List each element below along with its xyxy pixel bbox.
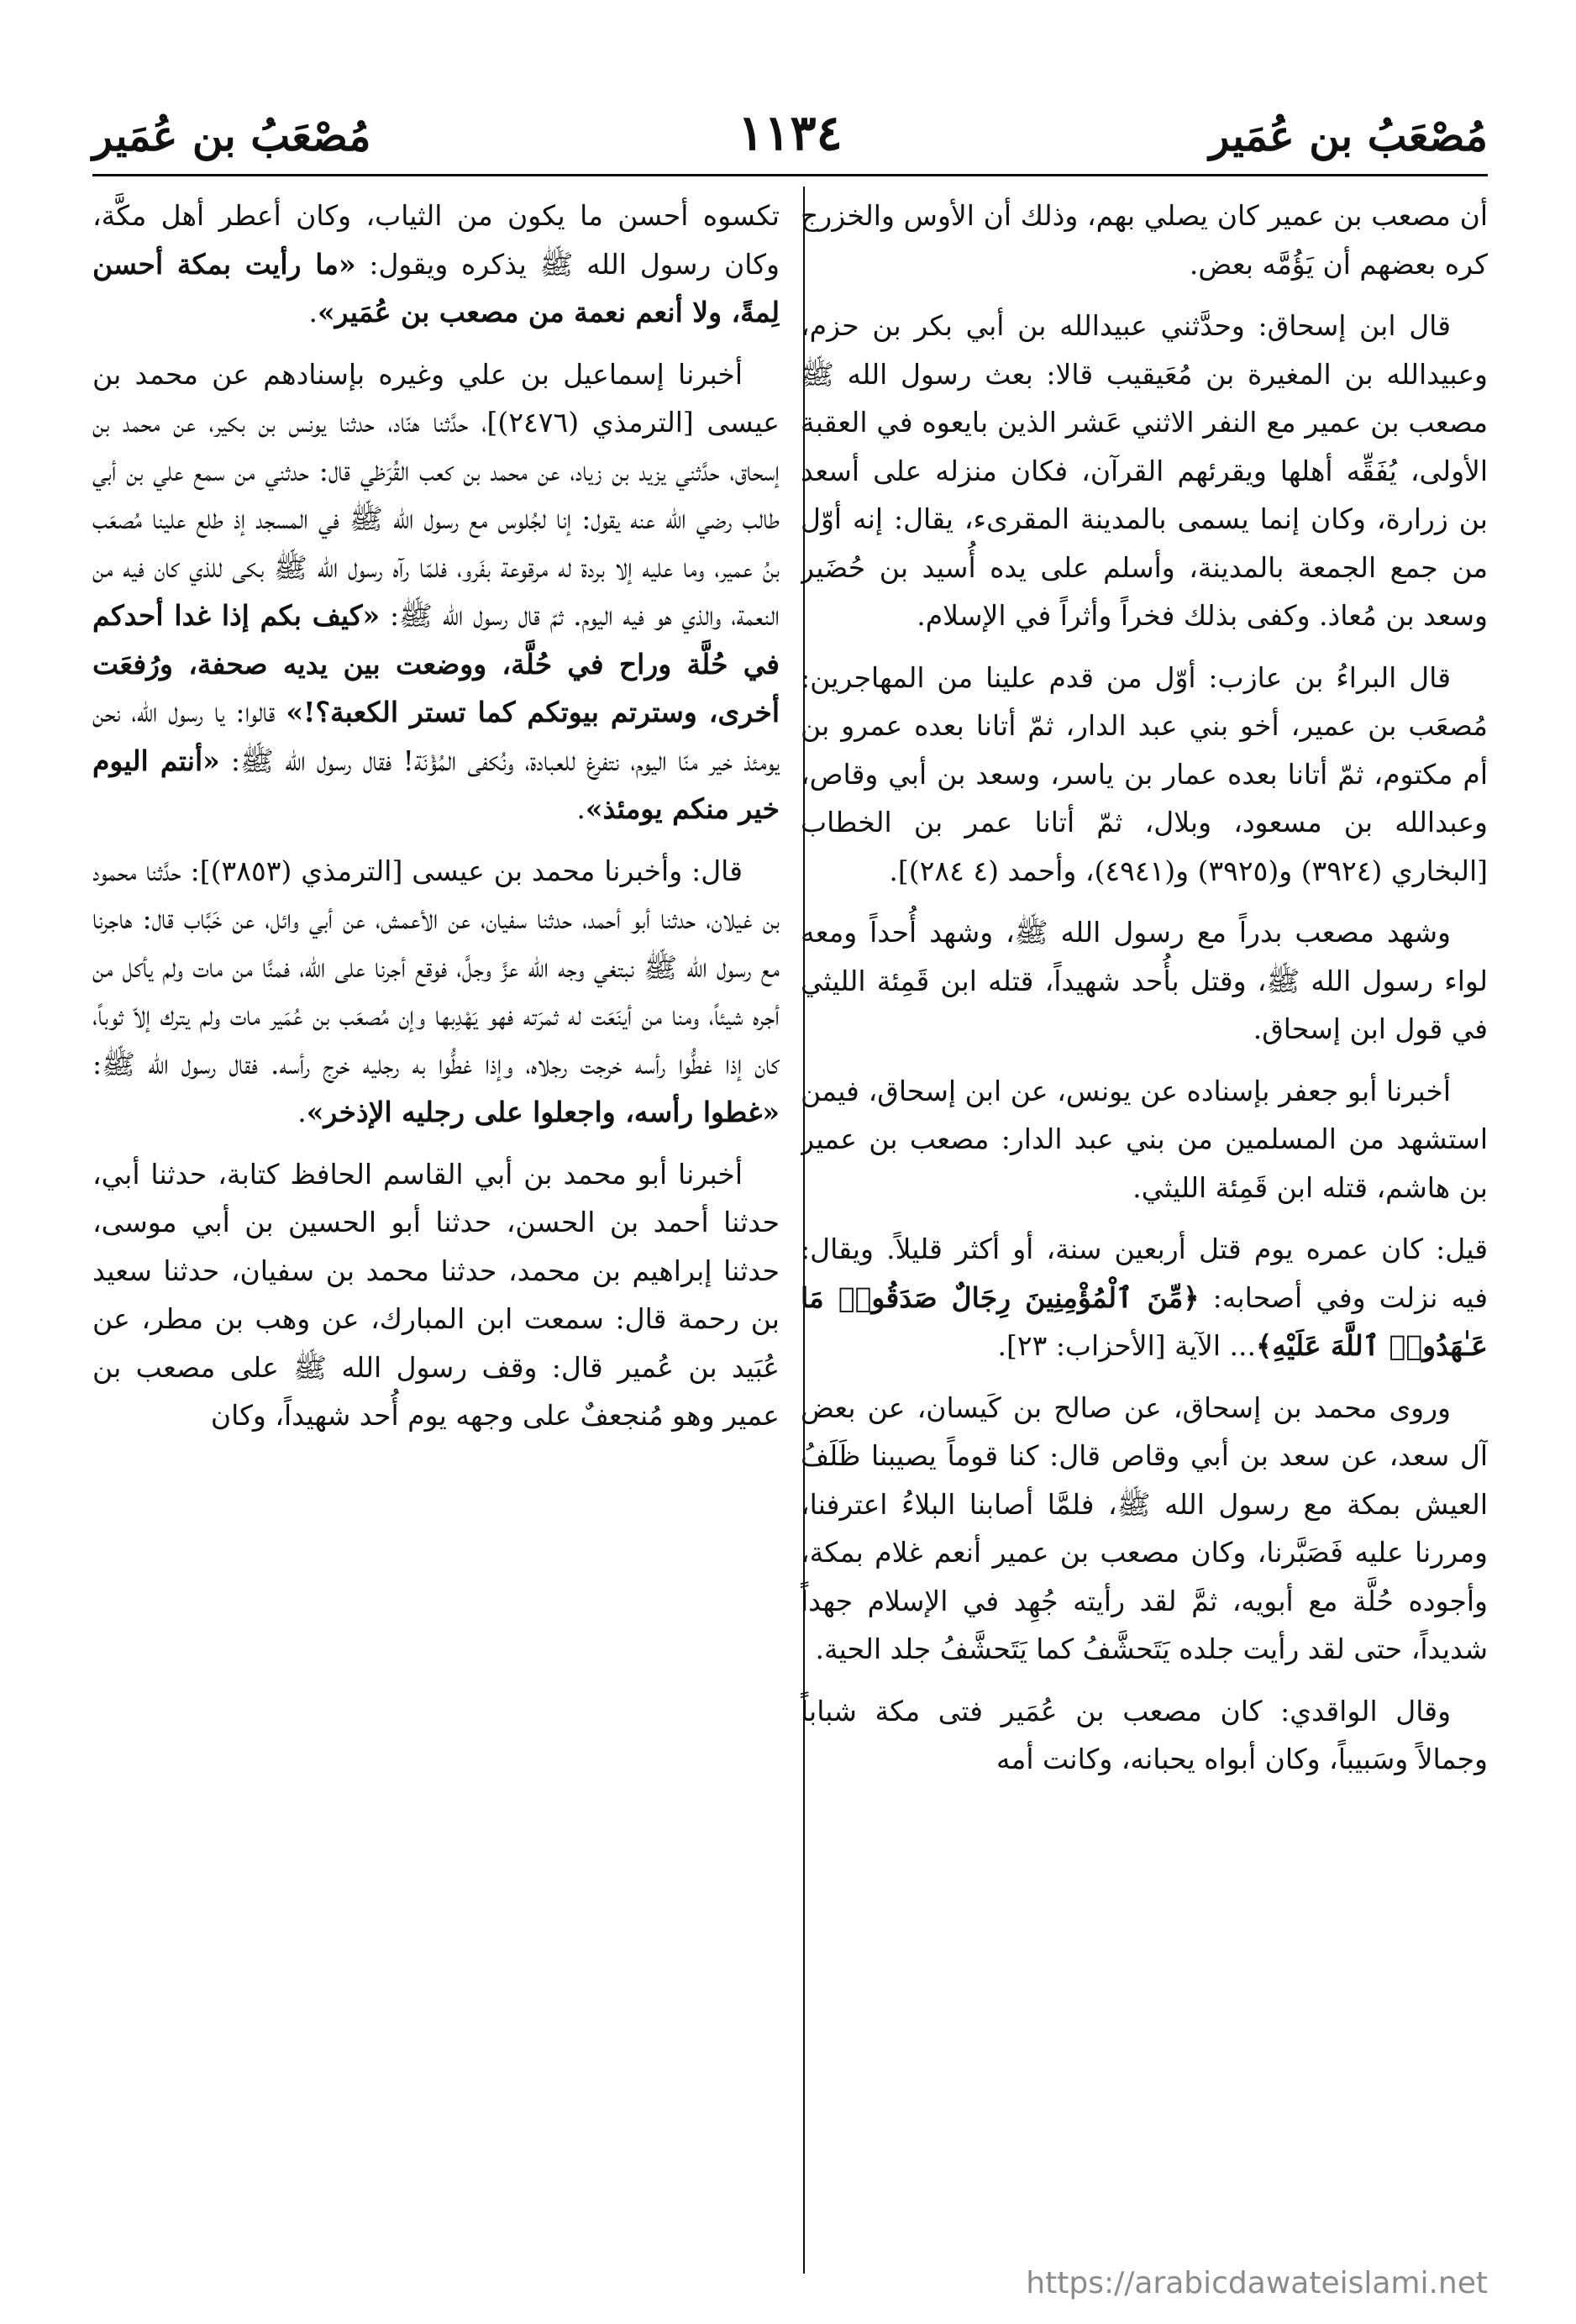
paragraph: قيل: كان عمره يوم قتل أربعين سنة، أو أكثر قليلاً. ويقال: فيه نزلت وفي أصحابه: ﴿مِّنَ ٱلْمُؤْمِنِينَ رِجَالٌ صَدَقُوا۟ مَا عَـٰهَدُوا۟ ٱللَّهَ عَلَيْهِ﴾... الآية [الأحزاب: ٢٣]. — [801, 1233, 1488, 1362]
paragraph: أخبرنا أبو جعفر بإسناده عن يونس، عن ابن إسحاق، فيمن استشهد من المسلمين من بني عبد الدار: مصعب بن عمير بن هاشم، قتله ابن قَمِئة الليثي. — [801, 1074, 1488, 1204]
paragraph: وقال الواقدي: كان مصعب بن عُمَير فتى مكة شباباً وجمالاً وسَبيباً، وكان أبواه يحبانه، وكانت أمه — [801, 1694, 1488, 1775]
paragraph: وشهد مصعب بدراً مع رسول الله ﷺ، وشهد أُحداً ومعه لواء رسول الله ﷺ، وقتل بأُحد شهيداً، قتله ابن قَمِئة الليثي في قول ابن إسحاق. — [801, 916, 1488, 1045]
hadith-quote: «ما رأيت بمكة أحسن لِمةً، ولا أنعم نعمة من مصعب بن عُمَير» — [92, 247, 780, 329]
paragraph: وروى محمد بن إسحاق، عن صالح بن كَيسان، عن بعض آل سعد، عن سعد بن أبي وقاص قال: كنا قوماً يصيبنا ظَلَفُ العيش بمكة مع رسول الله ﷺ، فلمَّا أصابنا البلاءُ اعترفنا، ومررنا عليه فَصَبَّرنا، وكان مصعب بن عمير أنعم غلام بمكة، وأجوده حُلَّة مع أبويه، ثمَّ لقد رأيته جُهِد في الإسلام جهداً شديداً، حتى لقد رأيت جلده يَتَحشَّفُ كما يَتَحشَّفُ جلد الحية. — [801, 1391, 1488, 1665]
running-title-right: مُصْعَبُ بن عُمَير — [1209, 111, 1488, 160]
right-column — [801, 192, 1488, 2242]
paragraph: أخبرنا أبو محمد بن أبي القاسم الحافظ كتابة، حدثنا أبي، حدثنا أحمد بن الحسن، حدثنا أبو الحسين بن أبي موسى، حدثنا إبراهيم بن محمد، حدثنا محمد بن سفيان، حدثنا سعيد بن رحمة قال: سمعت ابن المبارك، عن وهب بن مطر، عن عُبَيد بن عُمير قال: وقف رسول الله ﷺ على مصعب بن عمير وهو مُنجعفٌ على وجهه يوم أُحد شهيداً، وكان — [92, 1157, 780, 1432]
paragraph: تكسوه أحسن ما يكون من الثياب، وكان أعطر أهل مكَّة، وكان رسول الله ﷺ يذكره ويقول: «ما رأيت بمكة أحسن لِمةً، ولا أنعم نعمة من مصعب بن عُمَير». — [92, 199, 780, 329]
header-rule — [92, 174, 1488, 176]
left-column — [92, 192, 780, 2242]
paragraph: قال: وأخبرنا محمد بن عيسى [الترمذي (٣٨٥٣)]: حدَّثنا محمود بن غيلان، حدثنا أبو أحمد، حدثنا سفيان، عن الأعمش، عن أبي وائل، عن خَبَّاب قال: هاجرنا مع رسول الله ﷺ نبتغي وجه الله عزَّ وجلَّ، فوقع أجرنا على الله، فمنَّا من مات ولم يأكل من أجره شيئاً، ومنا من أينَعَت له ثمرَته فهو يَهْدِبها وإن مُصعَب بن عُمَير مات ولم يترك إلاّ ثوباً، كان إذا غطُّوا رأسه خرجت رجلاه، وإذا غطُّوا به رجليه خرج رأسه. فقال رسول الله ﷺ: «غطوا رأسه، واجعلوا على رجليه الإذخر». — [92, 854, 780, 1128]
paragraph: قال البراءُ بن عازب: أوّل من قدم علينا من المهاجرين: مُصعَب بن عمير، أخو بني عبد الدار، ثمّ أتانا بعده عمرو بن أم مكتوم، ثمّ أتانا بعده عمار بن ياسر، وسعد بن أبي وقاص، وعبدالله بن مسعود، وبلال، ثمّ أتانا عمر بن الخطاب [البخاري (٣٩٢٤) و(٣٩٢٥) و(٤٩٤١)، وأحمد (٤ ٢٨٤)]. — [801, 660, 1488, 887]
paragraph: قال ابن إسحاق: وحدَّثني عبيدالله بن أبي بكر بن حزم، وعبيدالله بن المغيرة بن مُعَيقيب قالا: بعث رسول الله ﷺ مصعب بن عمير مع النفر الاثني عَشر الذين بايعوه في العقبة الأولى، يُفَقِّه أهلها ويقرئهم القرآن، فكان منزله على أسعد بن زرارة، وكان إنما يسمى بالمدينة المقرىء، يقال: إنه أوّل من جمع الجمعة بالمدينة، وأسلم على يده أُسيد بن حُضَير وسعد بن مُعاذ. وكفى بذلك فخراً وأثراً في الإسلام. — [801, 309, 1488, 632]
hadith-quote: «غطوا رأسه، واجعلوا على رجليه الإذخر» — [306, 1096, 780, 1128]
quran-verse: ﴿مِّنَ ٱلْمُؤْمِنِينَ رِجَالٌ صَدَقُوا۟ مَا عَـٰهَدُوا۟ ٱللَّهَ عَلَيْهِ﴾ — [801, 1280, 1488, 1362]
running-title-left: مُصْعَبُ بن عُمَير — [92, 111, 371, 160]
page-header — [92, 101, 1488, 181]
hadith-quote: «أنتم اليوم خير منكم يومئذ» — [92, 744, 780, 825]
hadith-quote: «كيف بكم إذا غدا أحدكم في حُلَّة وراح في حُلَّة، ووضعت بين يديه صحفة، ورُفعَت أخرى، وسترتم بيوتكم كما تستر الكعبة؟!» — [92, 599, 780, 728]
watermark-url: https://arabicdawateislami.net — [1026, 2266, 1488, 2300]
paragraph: أخبرنا إسماعيل بن علي وغيره بإسنادهم عن محمد بن عيسى [الترمذي (٢٤٧٦)]، حدَّثنا هنّاد، حدثنا يونس بن بكير، عن محمد بن إسحاق، حدَّثني يزيد بن زياد، عن محمد بن كعب القُرَظي قال: حدثني من سمع علي بن أبي طالب رضي الله عنه يقول: إنا لجُلوس مع رسول الله ﷺ في المسجد إذ طلع علينا مُصعَب بنُ عمير، وما عليه إلا بردة له مرقوعة بفَرو، فلمّا رآه رسول الله ﷺ بكى للذي كان فيه من النعمة، والذي هو فيه اليوم. ثمّ قال رسول الله ﷺ: «كيف بكم إذا غدا أحدكم في حُلَّة وراح في حُلَّة، ووضعت بين يديه صحفة، ورُفعَت أخرى، وسترتم بيوتكم كما تستر الكعبة؟!» قالوا: يا رسول الله، نحن يومئذ خير منّا اليوم، نتفرغ للعبادة، ونُكفى المُؤْنَة! فقال رسول الله ﷺ: «أنتم اليوم خير منكم يومئذ». — [92, 357, 780, 825]
page-number: ١١٣٤ — [738, 104, 843, 161]
paragraph: أن مصعب بن عمير كان يصلي بهم، وذلك أن الأوس والخزرج كره بعضهم أن يَؤُمَّه بعض. — [801, 199, 1488, 281]
